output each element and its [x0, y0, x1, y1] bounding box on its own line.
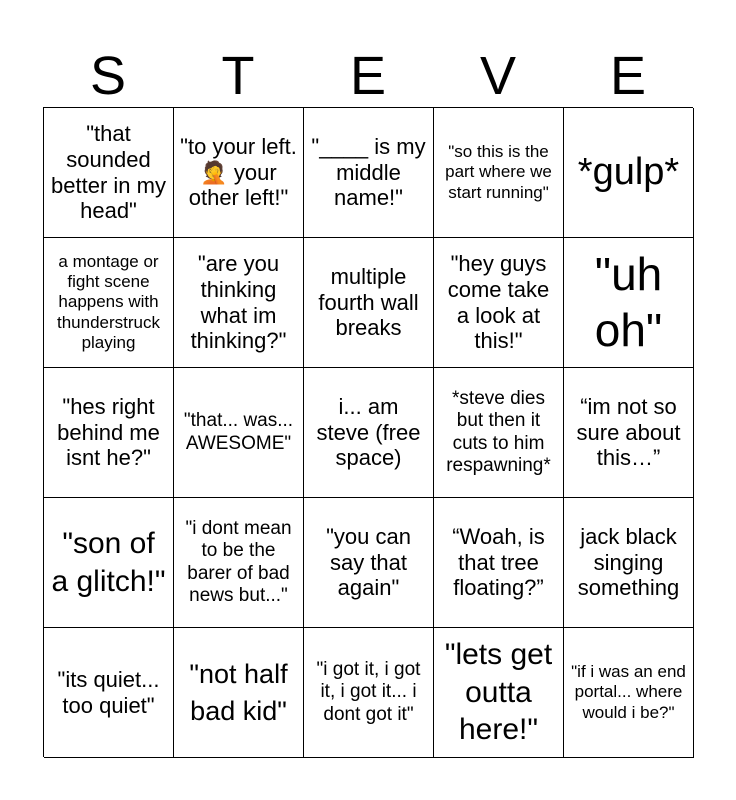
bingo-cell-r5c3[interactable]: "i got it, i got it, i got it... i dont got it" [304, 628, 434, 758]
bingo-cell-r2c5[interactable]: "uh oh" [564, 238, 694, 368]
bingo-cell-r3c1[interactable]: "hes right behind me isnt he?" [44, 368, 174, 498]
bingo-cell-r4c1[interactable]: "son of a glitch!" [44, 498, 174, 628]
bingo-cell-r3c5[interactable]: “im not so sure about this…” [564, 368, 694, 498]
header-letter-e2: E [609, 46, 647, 106]
bingo-cell-r1c5[interactable]: *gulp* [564, 108, 694, 238]
header-letter-t: T [221, 46, 255, 106]
bingo-cell-r4c3[interactable]: "you can say that again" [304, 498, 434, 628]
bingo-cell-r1c3[interactable]: "____ is my middle name!" [304, 108, 434, 238]
bingo-header [43, 44, 693, 108]
bingo-board [43, 107, 693, 757]
header-letter-e: E [349, 46, 387, 106]
bingo-cell-r3c4[interactable]: *steve dies but then it cuts to him respawning* [434, 368, 564, 498]
bingo-cell-r5c4[interactable]: "lets get outta here!" [434, 628, 564, 758]
bingo-cell-r1c4[interactable]: "so this is the part where we start running" [434, 108, 564, 238]
bingo-cell-r4c4[interactable]: “Woah, is that tree floating?” [434, 498, 564, 628]
bingo-cell-r3c3-free-space[interactable]: i... am steve (free space) [304, 368, 434, 498]
bingo-cell-r2c1[interactable]: a montage or fight scene happens with thunderstruck playing [44, 238, 174, 368]
bingo-cell-r1c1[interactable]: "that sounded better in my head" [44, 108, 174, 238]
header-letter-v: V [479, 46, 517, 106]
bingo-cell-r5c1[interactable]: "its quiet... too quiet" [44, 628, 174, 758]
bingo-cell-r4c2[interactable]: "i dont mean to be the barer of bad news but..." [174, 498, 304, 628]
bingo-cell-r2c2[interactable]: "are you thinking what im thinking?" [174, 238, 304, 368]
bingo-cell-r3c2[interactable]: "that... was... AWESOME" [174, 368, 304, 498]
bingo-cell-r2c4[interactable]: "hey guys come take a look at this!" [434, 238, 564, 368]
header-letter-s: S [89, 46, 127, 106]
bingo-cell-r4c5[interactable]: jack black singing something [564, 498, 694, 628]
bingo-cell-r2c3[interactable]: multiple fourth wall breaks [304, 238, 434, 368]
bingo-cell-r5c2[interactable]: "not half bad kid" [174, 628, 304, 758]
bingo-cell-r1c2[interactable]: "to your left. 🤦 your other left!" [174, 108, 304, 238]
bingo-cell-r5c5[interactable]: "if i was an end portal... where would i be?" [564, 628, 694, 758]
